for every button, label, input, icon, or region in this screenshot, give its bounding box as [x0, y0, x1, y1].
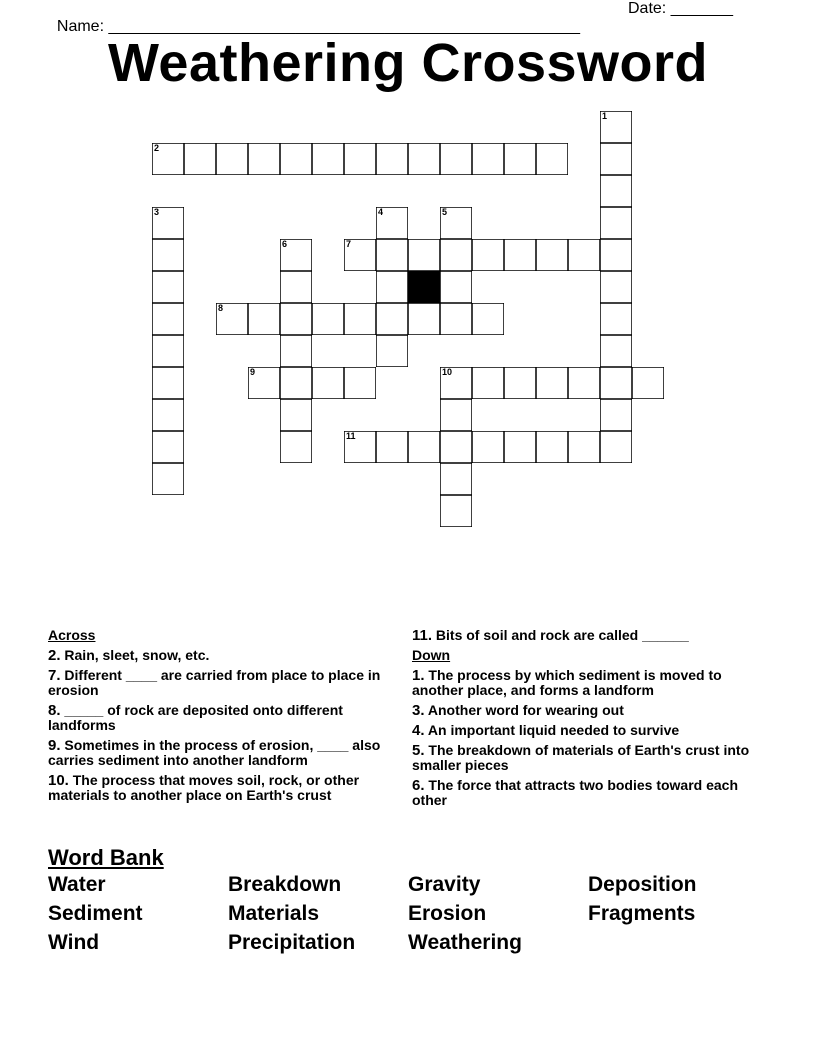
- crossword-cell[interactable]: [152, 399, 184, 431]
- crossword-cell[interactable]: [440, 463, 472, 495]
- crossword-cell[interactable]: [152, 303, 184, 335]
- crossword-cell[interactable]: [216, 143, 248, 175]
- cell-number: 5: [442, 207, 448, 217]
- clue-down-6: 6. The force that attracts two bodies toward each other: [412, 777, 739, 808]
- crossword-black-cell: [408, 271, 440, 303]
- crossword-cell[interactable]: [280, 239, 312, 271]
- crossword-cell[interactable]: [504, 143, 536, 175]
- crossword-cell[interactable]: [248, 367, 280, 399]
- word-bank-item: Weathering: [408, 931, 522, 954]
- crossword-cell[interactable]: [408, 431, 440, 463]
- word-bank-item: Precipitation: [228, 931, 356, 954]
- crossword-cell[interactable]: [248, 303, 280, 335]
- cell-number: 2: [154, 143, 160, 153]
- crossword-cell[interactable]: [344, 431, 376, 463]
- word-bank-item: Wind: [48, 931, 100, 954]
- crossword-cell[interactable]: [440, 271, 472, 303]
- crossword-cell[interactable]: [568, 431, 600, 463]
- crossword-cell[interactable]: [504, 239, 536, 271]
- crossword-cell[interactable]: [440, 143, 472, 175]
- clue-across-2: 2. Rain, sleet, snow, etc.: [48, 647, 210, 664]
- cell-number: 11: [346, 431, 356, 441]
- crossword-cell[interactable]: [440, 303, 472, 335]
- crossword-cell[interactable]: [440, 495, 472, 527]
- clue-across-9: 9. Sometimes in the process of erosion, ____ also carries sediment into another landform: [48, 737, 381, 768]
- crossword-cell[interactable]: [408, 303, 440, 335]
- cell-number: 6: [282, 239, 288, 249]
- crossword-cell[interactable]: [376, 271, 408, 303]
- crossword-cell[interactable]: [152, 431, 184, 463]
- crossword-cell[interactable]: [600, 239, 632, 271]
- name-field[interactable]: Name: _____________________________________________________: [56, 18, 581, 35]
- crossword-cell[interactable]: [376, 207, 408, 239]
- clue-down-5: 5. The breakdown of materials of Earth's crust into smaller pieces: [412, 742, 750, 773]
- cell-number: 7: [346, 239, 352, 249]
- crossword-cell[interactable]: [376, 239, 408, 271]
- crossword-cell[interactable]: [600, 399, 632, 431]
- crossword-cell[interactable]: [152, 367, 184, 399]
- word-bank-item: Fragments: [588, 902, 696, 925]
- crossword-cell[interactable]: [472, 143, 504, 175]
- clue-down-3: 3. Another word for wearing out: [412, 702, 624, 719]
- clue-down-4: 4. An important liquid needed to survive: [412, 722, 680, 739]
- cell-number: 3: [154, 207, 160, 217]
- word-bank-item: Water: [48, 873, 106, 896]
- cell-number: 1: [602, 111, 608, 121]
- crossword-cell[interactable]: [280, 303, 312, 335]
- crossword-cell[interactable]: [312, 303, 344, 335]
- word-bank-item: Sediment: [48, 902, 143, 925]
- date-field[interactable]: Date: _______: [628, 0, 733, 17]
- clue-down-1: 1. The process by which sediment is moved to another place, and forms a landform: [412, 667, 722, 698]
- crossword-cell[interactable]: [600, 271, 632, 303]
- crossword-cell[interactable]: [536, 143, 568, 175]
- crossword-cell[interactable]: [440, 431, 472, 463]
- page-title: Weathering Crossword: [107, 33, 709, 93]
- word-bank-title: Word Bank: [48, 845, 164, 870]
- crossword-cell[interactable]: [568, 367, 600, 399]
- crossword-cell[interactable]: [600, 431, 632, 463]
- crossword-cell[interactable]: [440, 399, 472, 431]
- crossword-cell[interactable]: [312, 367, 344, 399]
- crossword-cell[interactable]: [312, 143, 344, 175]
- clue-across-7: 7. Different ____ are carried from place to place in erosion: [48, 667, 381, 698]
- crossword-cell[interactable]: [600, 303, 632, 335]
- crossword-cell[interactable]: [600, 111, 632, 143]
- crossword-cell[interactable]: [440, 367, 472, 399]
- crossword-cell[interactable]: [376, 303, 408, 335]
- crossword-cell[interactable]: [280, 335, 312, 367]
- crossword-cell[interactable]: [504, 431, 536, 463]
- crossword-cell[interactable]: [280, 143, 312, 175]
- crossword-cell[interactable]: [152, 463, 184, 495]
- word-bank-item: Deposition: [588, 873, 697, 896]
- cell-number: 9: [250, 367, 256, 377]
- crossword-cell[interactable]: [344, 367, 376, 399]
- crossword-cell[interactable]: [280, 399, 312, 431]
- crossword-cell[interactable]: [504, 367, 536, 399]
- crossword-cell[interactable]: [408, 239, 440, 271]
- crossword-cell[interactable]: [152, 207, 184, 239]
- crossword-cell[interactable]: [344, 239, 376, 271]
- crossword-cell[interactable]: [248, 143, 280, 175]
- crossword-cell[interactable]: [152, 271, 184, 303]
- crossword-cell[interactable]: [600, 335, 632, 367]
- crossword-cell[interactable]: [376, 143, 408, 175]
- crossword-cell[interactable]: [376, 431, 408, 463]
- crossword-cell[interactable]: [632, 367, 664, 399]
- crossword-cell[interactable]: [184, 143, 216, 175]
- crossword-cell[interactable]: [344, 303, 376, 335]
- crossword-cell[interactable]: [472, 367, 504, 399]
- crossword-cell[interactable]: [568, 239, 600, 271]
- crossword-cell[interactable]: [536, 367, 568, 399]
- down-heading: Down: [412, 647, 451, 663]
- crossword-cell[interactable]: [440, 207, 472, 239]
- crossword-cell[interactable]: [472, 239, 504, 271]
- word-bank: [48, 873, 768, 954]
- clue-across-11: 11. Bits of soil and rock are called ______: [412, 627, 689, 644]
- crossword-cell[interactable]: [536, 431, 568, 463]
- crossword-cell[interactable]: [376, 335, 408, 367]
- crossword-cell[interactable]: [216, 303, 248, 335]
- crossword-cell[interactable]: [472, 431, 504, 463]
- word-bank-item: Materials: [228, 902, 320, 925]
- word-bank-item: Erosion: [408, 902, 487, 925]
- crossword-cell[interactable]: [536, 239, 568, 271]
- crossword-cell[interactable]: [280, 431, 312, 463]
- crossword-cell[interactable]: [600, 207, 632, 239]
- cell-number: 4: [378, 207, 384, 217]
- word-bank-item: Gravity: [408, 873, 481, 896]
- crossword-cell[interactable]: [280, 271, 312, 303]
- clue-across-10: 10. The process that moves soil, rock, or other materials to another place on Earth's crust: [48, 772, 360, 803]
- clue-across-8: 8. _____ of rock are deposited onto different landforms: [48, 702, 343, 733]
- crossword-cell[interactable]: [408, 143, 440, 175]
- crossword-cell[interactable]: [472, 303, 504, 335]
- cell-number: 8: [218, 303, 224, 313]
- clues-right-column: [412, 628, 757, 813]
- crossword-cell[interactable]: [600, 175, 632, 207]
- across-heading: Across: [48, 627, 96, 643]
- crossword-cell[interactable]: [280, 367, 312, 399]
- word-bank-item: Breakdown: [228, 873, 342, 896]
- cell-number: 10: [442, 367, 453, 377]
- crossword-cell[interactable]: [152, 239, 184, 271]
- crossword-cell[interactable]: [152, 143, 184, 175]
- crossword-cell[interactable]: [600, 143, 632, 175]
- crossword-cell[interactable]: [152, 335, 184, 367]
- crossword-cell[interactable]: [440, 239, 472, 271]
- crossword-cell[interactable]: [344, 143, 376, 175]
- clues-left-column: [48, 628, 408, 808]
- crossword-cell[interactable]: [600, 367, 632, 399]
